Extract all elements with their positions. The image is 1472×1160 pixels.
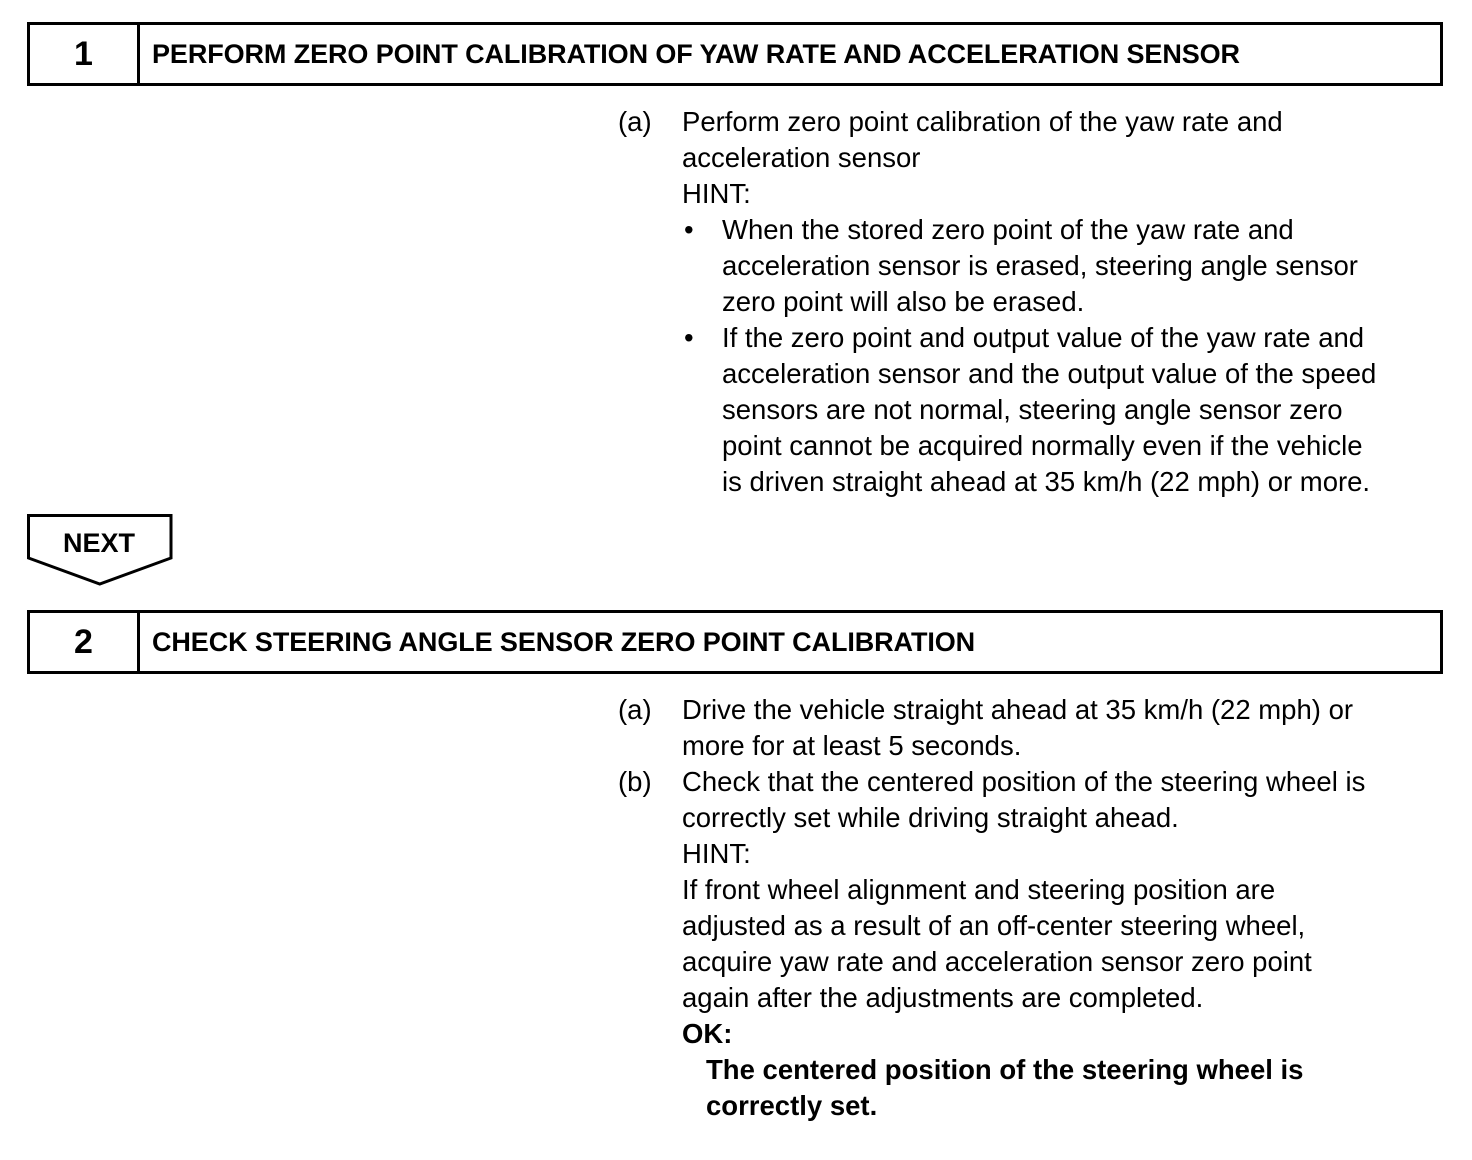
hint-line: again after the adjustments are completed. (682, 982, 1204, 1013)
bullet-line: acceleration sensor and the output value of the speed (722, 358, 1377, 389)
hint-line: If front wheel alignment and steering position are (682, 874, 1276, 905)
item-text-line: correctly set while driving straight ahead. (682, 802, 1179, 833)
step-2-header (27, 610, 1443, 674)
step-1-item-a (618, 104, 1458, 500)
hint-line: acquire yaw rate and acceleration sensor zero point (682, 946, 1312, 977)
bullet-icon: • (684, 214, 694, 245)
step-2-number: 2 (30, 613, 140, 671)
item-body (682, 104, 1458, 500)
item-label: (a) (618, 694, 652, 725)
item-text-line: more for at least 5 seconds. (682, 730, 1022, 761)
step-2-title: CHECK STEERING ANGLE SENSOR ZERO POINT CALIBRATION (152, 626, 976, 657)
step-2-item-a (618, 692, 1458, 764)
ok-label: OK: (682, 1018, 733, 1049)
bullet-text (722, 212, 1458, 320)
item-text-line: Check that the centered position of the steering wheel is (682, 766, 1366, 797)
bullet-line: is driven straight ahead at 35 km/h (22 mph) or more. (722, 466, 1371, 497)
bullet-icon: • (684, 322, 694, 353)
item-body (682, 692, 1458, 764)
next-button[interactable] (27, 514, 173, 588)
hint-label: HINT: (682, 178, 751, 209)
hint-bullet (682, 320, 1458, 500)
bullet-line: zero point will also be erased. (722, 286, 1085, 317)
step-1-header (27, 22, 1443, 86)
bullet-line: sensors are not normal, steering angle sensor zero (722, 394, 1343, 425)
item-text-line: Perform zero point calibration of the yaw rate and (682, 106, 1283, 137)
ok-line: correctly set. (706, 1090, 878, 1121)
item-text-line: acceleration sensor (682, 142, 921, 173)
item-body (682, 764, 1458, 1124)
step-1-number: 1 (30, 25, 140, 83)
bullet-line: acceleration sensor is erased, steering angle sensor (722, 250, 1358, 281)
item-label: (b) (618, 766, 652, 797)
hint-label: HINT: (682, 838, 751, 869)
ok-line: The centered position of the steering wheel is (706, 1054, 1304, 1085)
item-label: (a) (618, 106, 652, 137)
hint-line: adjusted as a result of an off-center steering wheel, (682, 910, 1306, 941)
bullet-text (722, 320, 1458, 500)
bullet-line: When the stored zero point of the yaw rate and (722, 214, 1294, 245)
step-1-title: PERFORM ZERO POINT CALIBRATION OF YAW RATE AND ACCELERATION SENSOR (152, 38, 1240, 69)
step-2-content (618, 692, 1458, 1124)
next-button-label: NEXT (62, 528, 135, 558)
bullet-line: point cannot be acquired normally even if the vehicle (722, 430, 1363, 461)
hint-bullet (682, 212, 1458, 320)
step-1-content (618, 104, 1458, 500)
step-2-item-b (618, 764, 1458, 1124)
bullet-line: If the zero point and output value of the yaw rate and (722, 322, 1365, 353)
item-text-line: Drive the vehicle straight ahead at 35 km/h (22 mph) or (682, 694, 1354, 725)
